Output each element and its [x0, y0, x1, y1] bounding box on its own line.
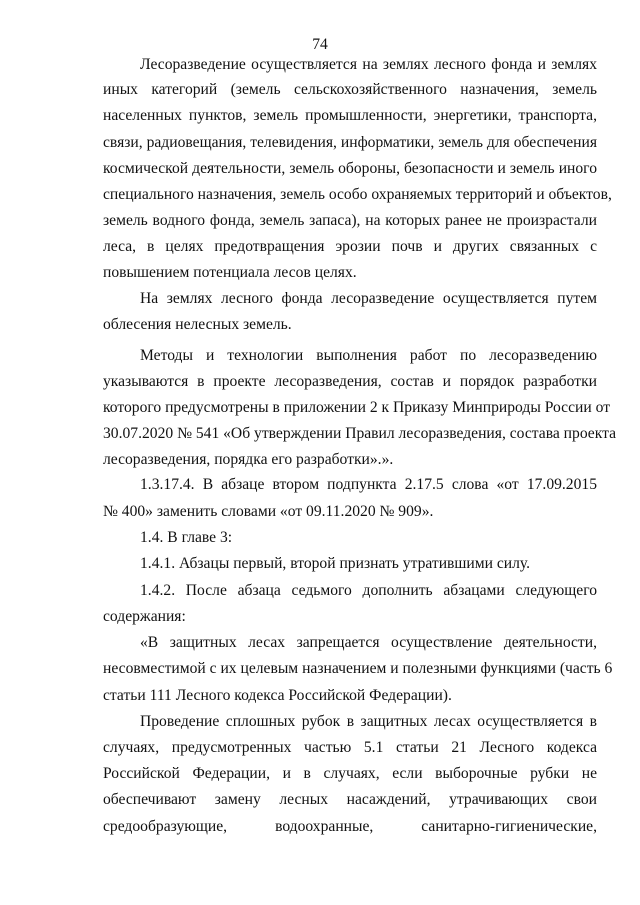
text-line: лесоразведения, порядка его разработки».».: [103, 451, 394, 468]
text-line: 30.07.2020 № 541 «Об утверждении Правил лесоразведения, состава проекта: [103, 425, 617, 442]
text-line: 1.4.2. После абзаца седьмого дополнить абзацами следующего: [140, 582, 597, 599]
text-line: содержания:: [103, 608, 186, 625]
text-line: средообразующие, водоохранные, санитарно-гигиенические,: [103, 818, 597, 835]
text-line: специального назначения, земель особо охраняемых территорий и объектов,: [103, 186, 612, 203]
text-line: На землях лесного фонда лесоразведение осуществляется путем: [140, 290, 597, 307]
text-line: повышением потенциала лесов целях.: [103, 264, 357, 281]
text-line: которого предусмотрены в приложении 2 к Приказу Минприроды России от: [103, 399, 611, 416]
text-line: случаях, предусмотренных частью 5.1 статьи 21 Лесного кодекса: [103, 739, 597, 756]
text-line: иных категорий (земель сельскохозяйственного назначения, земель: [103, 81, 597, 98]
text-line: обеспечивают замену лесных насаждений, утрачивающих свои: [103, 791, 597, 808]
text-line: «В защитных лесах запрещается осуществление деятельности,: [140, 634, 597, 651]
text-line: Российской Федерации, и в случаях, если выборочные рубки не: [103, 765, 597, 782]
text-line: Лесоразведение осуществляется на землях лесного фонда и землях: [140, 56, 597, 73]
text-line: Методы и технологии выполнения работ по лесоразведению: [140, 347, 597, 364]
text-line: облесения нелесных земель.: [103, 316, 292, 333]
text-line: населенных пунктов, земель промышленности, энергетики, транспорта,: [103, 107, 597, 124]
text-line: 1.4.1. Абзацы первый, второй признать утратившими силу.: [140, 555, 531, 572]
text-line: 1.3.17.4. В абзаце втором подпункта 2.17.5 слова «от 17.09.2015: [140, 476, 597, 493]
text-line: леса, в целях предотвращения эрозии почв и других связанных с: [103, 238, 597, 255]
text-line: земель водного фонда, земель запаса), на которых ранее не произрастали: [103, 212, 597, 229]
text-line: статьи 111 Лесного кодекса Российской Федерации).: [103, 687, 452, 704]
text-line: несовместимой с их целевым назначением и полезными функциями (часть 6: [103, 660, 613, 677]
text-line: космической деятельности, земель обороны, безопасности и земель иного: [103, 160, 597, 177]
text-line: № 400» заменить словами «от 09.11.2020 № 909».: [103, 503, 434, 520]
page-number: 74: [312, 36, 328, 53]
text-line: связи, радиовещания, телевидения, информатики, земель для обеспечения: [103, 134, 597, 151]
text-line: 1.4. В главе 3:: [140, 529, 233, 546]
text-line: Проведение сплошных рубок в защитных лесах осуществляется в: [140, 713, 597, 730]
text-line: указываются в проекте лесоразведения, состав и порядок разработки: [103, 373, 597, 390]
